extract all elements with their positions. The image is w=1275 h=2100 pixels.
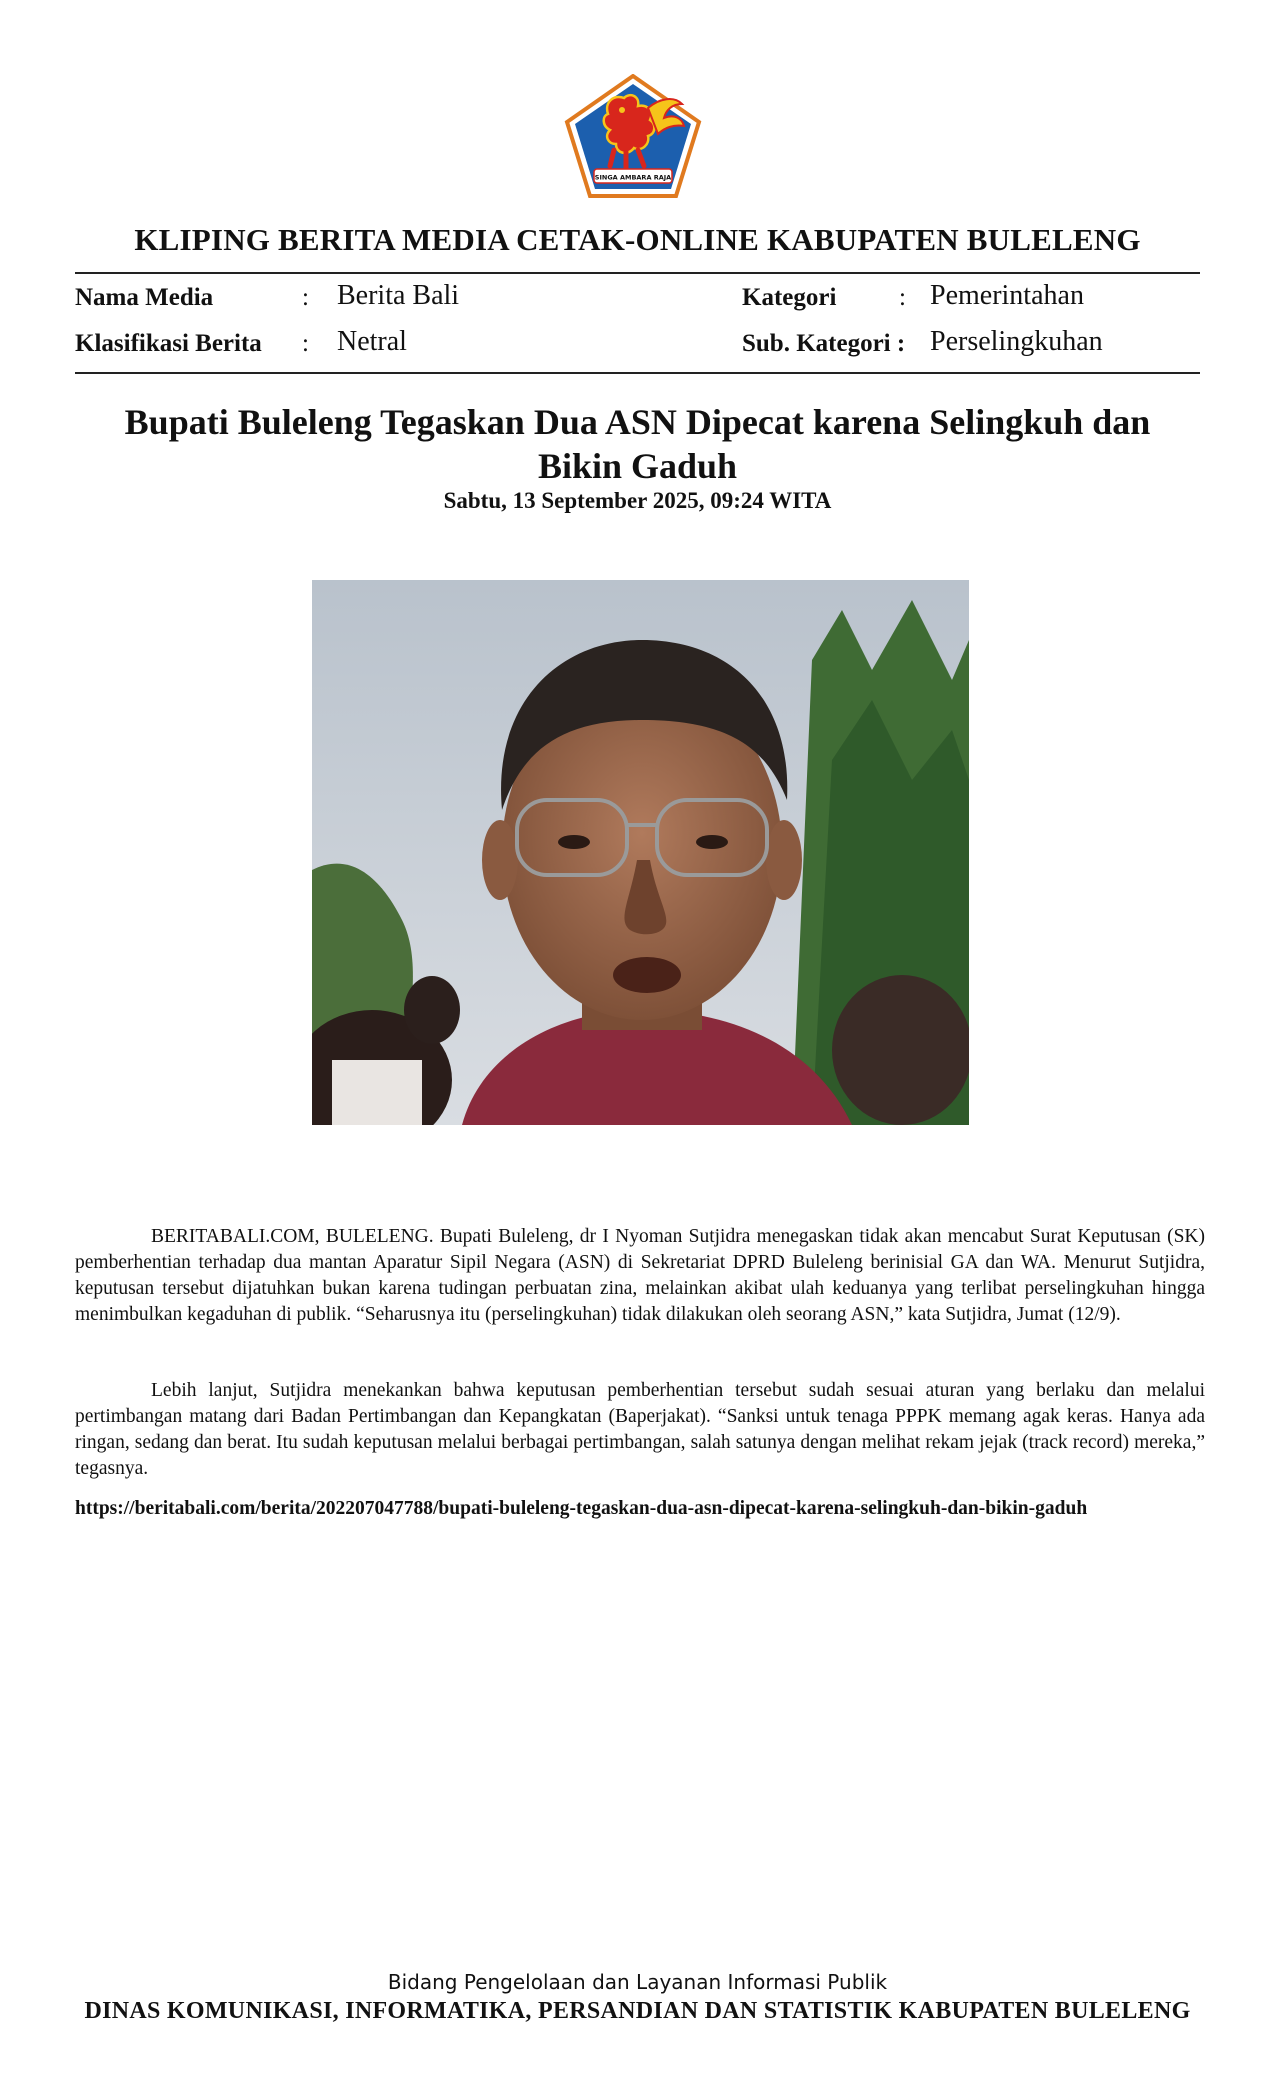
classification-label: Klasifikasi Berita bbox=[75, 330, 262, 357]
article-paragraph-1 bbox=[75, 1224, 1205, 1328]
source-url-link[interactable]: https://beritabali.com/berita/202207047788/bupati-buleleng-tegaskan-dua-asn-dipecat-karena-selingkuh-dan-bikin-gaduh bbox=[75, 1498, 1088, 1519]
paragraph-2-text: Lebih lanjut, Sutjidra menekankan bahwa keputusan pemberhentian tersebut sudah sesuai aturan yang berlaku dan melalui pertimbangan matang dari Badan Pertimbangan dan Kepangkatan (Baperjakat). “Sanksi untuk tenaga PPPK memang agak keras. Hanya ada ringan, sedang dan berat. Itu sudah keputusan melalui berbagai pertimbangan, salah satunya dengan melihat rekam jejak (track record) mereka,” tegasnya. bbox=[75, 1380, 1205, 1479]
emblem-motto: SINGA AMBARA RAJA bbox=[594, 173, 672, 182]
footer-office-name: DINAS KOMUNIKASI, INFORMATIKA, PERSANDIAN DAN STATISTIK KABUPATEN BULELENG bbox=[84, 1998, 1191, 2024]
classification-value: Netral bbox=[337, 326, 407, 357]
media-name-label: Nama Media bbox=[75, 284, 214, 311]
article-date: Sabtu, 13 September 2025, 09:24 WITA bbox=[443, 488, 832, 513]
subcategory-label bbox=[742, 330, 905, 358]
category-label: Kategori bbox=[742, 284, 837, 311]
regency-emblem-logo bbox=[564, 74, 702, 200]
top-divider bbox=[75, 272, 1200, 274]
media-name-colon: : bbox=[302, 284, 309, 311]
subcategory-value: Perselingkuhan bbox=[930, 326, 1103, 357]
article-title: Bupati Buleleng Tegaskan Dua ASN Dipecat karena Selingkuh dan Bikin Gaduh bbox=[124, 402, 1151, 486]
subcategory-label-text: Sub. Kategori bbox=[742, 330, 891, 357]
subcategory-colon: : bbox=[896, 330, 906, 357]
bottom-divider bbox=[75, 372, 1200, 374]
clipping-header-title: KLIPING BERITA MEDIA CETAK-ONLINE KABUPATEN BULELENG bbox=[134, 222, 1141, 257]
paragraph-1-text: BERITABALI.COM, BULELENG. Bupati Buleleng, dr I Nyoman Sutjidra menegaskan tidak akan mencabut Surat Keputusan (SK) pemberhentian terhadap dua mantan Aparatur Sipil Negara (ASN) di Sekretariat DPRD Buleleng berinisial GA dan WA. Menurut Sutjidra, keputusan tersebut dijatuhkan bukan karena tudingan perbuatan zina, melainkan akibat ulah keduanya yang terlibat perselingkuhan hingga menimbulkan kegaduhan di publik. “Seharusnya itu (perselingkuhan) tidak dilakukan oleh seorang ASN,” kata Sutjidra, Jumat (12/9). bbox=[75, 1226, 1205, 1325]
portrait-illustration bbox=[312, 580, 969, 1125]
category-colon: : bbox=[899, 284, 906, 311]
category-value: Pemerintahan bbox=[930, 280, 1084, 311]
classification-colon: : bbox=[302, 330, 309, 357]
media-name-value: Berita Bali bbox=[337, 280, 460, 311]
article-photo bbox=[312, 580, 969, 1125]
footer-unit-name: Bidang Pengelolaan dan Layanan Informasi Publik bbox=[387, 1970, 888, 1994]
emblem-svg bbox=[564, 74, 702, 200]
article-paragraph-2 bbox=[75, 1378, 1205, 1482]
